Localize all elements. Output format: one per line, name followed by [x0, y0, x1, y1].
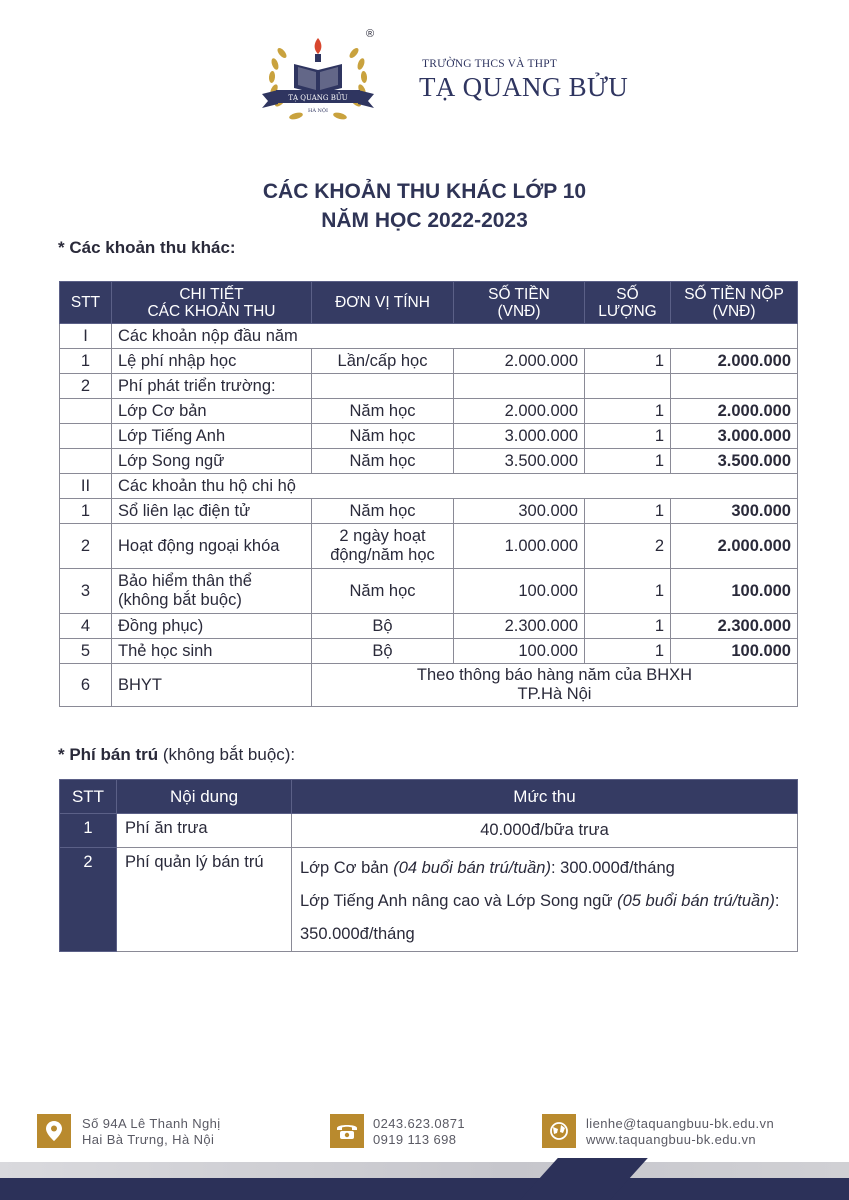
row-unit-line1: 2 ngày hoạt	[339, 527, 426, 545]
row-stt: 1	[60, 349, 112, 374]
table-row	[60, 449, 798, 474]
row-total: 3.500.000	[671, 449, 798, 474]
section-boarding-fee-rest: (không bắt buộc):	[158, 745, 296, 764]
address-line1: Số 94A Lê Thanh Nghị	[82, 1116, 221, 1131]
row-amount: 3.500.000	[454, 449, 585, 474]
row-qty	[585, 374, 671, 399]
section-boarding-fee-bold: * Phí bán trú	[58, 745, 159, 764]
header-stt: STT	[60, 780, 117, 814]
rate-basic-amount: : 300.000đ/tháng	[550, 859, 675, 877]
group-label: Các khoản nộp đầu năm	[112, 324, 798, 349]
row-content: Phí ăn trưa	[117, 814, 292, 848]
row-stt	[60, 424, 112, 449]
rate-basic-sessions: (04 buổi bán trú/tuần)	[388, 859, 551, 877]
row-stt: 3	[60, 569, 112, 614]
row-stt	[60, 399, 112, 424]
row-total: 100.000	[671, 569, 798, 614]
table-row	[60, 614, 798, 639]
rate-basic-class: Lớp Cơ bản	[300, 859, 389, 877]
school-name-line1: TRƯỜNG THCS VÀ THPT	[422, 58, 558, 70]
row-amount: 2.000.000	[454, 399, 585, 424]
row-qty: 2	[585, 524, 671, 569]
group-label: Các khoản thu hộ chi hộ	[112, 474, 798, 499]
row-stt: 1	[60, 814, 117, 848]
row-amount: 300.000	[454, 499, 585, 524]
row-total	[671, 374, 798, 399]
row-stt: 2	[60, 524, 112, 569]
table-header-row	[60, 780, 798, 814]
row-name: Thẻ học sinh	[112, 639, 312, 664]
globe-icon	[542, 1114, 576, 1148]
row-unit: Năm học	[312, 449, 454, 474]
other-fees-table	[59, 281, 798, 707]
row-amount	[454, 374, 585, 399]
table-row	[60, 569, 798, 614]
row-total: 100.000	[671, 639, 798, 664]
row-rate: 40.000đ/bữa trưa	[292, 814, 798, 848]
row-qty: 1	[585, 449, 671, 474]
row-name: Lớp Tiếng Anh	[112, 424, 312, 449]
section-other-fees-text: * Các khoản thu khác:	[58, 238, 236, 257]
row-name: Lớp Song ngữ	[112, 449, 312, 474]
contact-website[interactable]: www.taquangbuu-bk.edu.vn	[586, 1132, 757, 1147]
section-boarding-fee-label	[58, 745, 295, 765]
header-detail	[112, 282, 312, 324]
table-row	[60, 848, 798, 952]
contact-email[interactable]: lienhe@taquangbuu-bk.edu.vn	[586, 1116, 775, 1131]
row-name-line2: (không bắt buộc)	[118, 591, 242, 609]
row-unit: Năm học	[312, 569, 454, 614]
row-unit: Năm học	[312, 499, 454, 524]
header-stt: STT	[60, 282, 112, 324]
row-qty: 1	[585, 499, 671, 524]
header-total-line1: SỐ TIỀN NỘP	[684, 285, 784, 303]
row-name: Phí phát triển trường:	[112, 374, 312, 399]
footer	[0, 1100, 849, 1200]
row-qty: 1	[585, 639, 671, 664]
row-unit-line2: động/năm học	[330, 546, 435, 564]
table-group-row	[60, 324, 798, 349]
document-title-line2: NĂM HỌC 2022-2023	[321, 209, 528, 232]
footer-band-navy	[0, 1178, 849, 1200]
header-qty-line1: SỐ	[616, 285, 639, 303]
row-stt: 5	[60, 639, 112, 664]
rate-advanced-class: Lớp Tiếng Anh nâng cao và Lớp Song ngữ	[300, 892, 613, 910]
row-rate	[292, 848, 798, 952]
table-row	[60, 664, 798, 707]
table-row	[60, 424, 798, 449]
row-total: 2.000.000	[671, 349, 798, 374]
table-row	[60, 639, 798, 664]
row-amount: 100.000	[454, 569, 585, 614]
header-qty	[585, 282, 671, 324]
row-qty: 1	[585, 349, 671, 374]
header	[0, 28, 849, 128]
phone-icon	[330, 1114, 364, 1148]
row-total: 300.000	[671, 499, 798, 524]
row-total: 3.000.000	[671, 424, 798, 449]
row-stt: 2	[60, 848, 117, 952]
header-amount-line1: SỐ TIỀN	[488, 285, 550, 303]
row-total: 2.000.000	[671, 524, 798, 569]
row-name: BHYT	[112, 664, 312, 707]
table-header-row	[60, 282, 798, 324]
row-amount: 3.000.000	[454, 424, 585, 449]
row-note	[312, 664, 798, 707]
header-content: Nội dung	[117, 780, 292, 814]
row-amount: 2.000.000	[454, 349, 585, 374]
row-stt: 2	[60, 374, 112, 399]
footer-contact	[586, 1116, 774, 1148]
row-unit: Năm học	[312, 399, 454, 424]
row-amount: 2.300.000	[454, 614, 585, 639]
row-amount: 1.000.000	[454, 524, 585, 569]
header-amount	[454, 282, 585, 324]
row-unit: Bộ	[312, 639, 454, 664]
row-name: Lớp Cơ bản	[112, 399, 312, 424]
row-qty: 1	[585, 569, 671, 614]
row-unit	[312, 524, 454, 569]
header-unit: ĐƠN VỊ TÍNH	[312, 282, 454, 324]
school-name-line2: TẠ QUANG BỬU	[419, 72, 629, 102]
header-detail-line1: CHI TIẾT	[179, 285, 244, 303]
row-amount: 100.000	[454, 639, 585, 664]
row-unit: Năm học	[312, 424, 454, 449]
header-qty-line2: LƯỢNG	[598, 302, 657, 320]
row-name	[112, 569, 312, 614]
document-title-line1: CÁC KHOẢN THU KHÁC LỚP 10	[262, 180, 587, 203]
rate-advanced-sessions: (05 buổi bán trú/tuần)	[612, 892, 775, 910]
row-name: Lệ phí nhập học	[112, 349, 312, 374]
table-group-row	[60, 474, 798, 499]
location-icon	[37, 1114, 71, 1148]
school-logo-emblem	[258, 32, 378, 124]
row-stt: 6	[60, 664, 112, 707]
row-name-line1: Bảo hiểm thân thể	[118, 572, 252, 590]
footer-address	[82, 1116, 221, 1148]
row-name: Hoạt động ngoại khóa	[112, 524, 312, 569]
header-total	[671, 282, 798, 324]
registered-mark: ®	[366, 28, 375, 40]
row-stt	[60, 449, 112, 474]
group-stt: II	[60, 474, 112, 499]
header-amount-line2: (VNĐ)	[497, 302, 541, 320]
group-stt: I	[60, 324, 112, 349]
address-line2: Hai Bà Trưng, Hà Nội	[82, 1132, 215, 1147]
footer-phone	[373, 1116, 465, 1148]
header-total-line2: (VNĐ)	[712, 302, 756, 320]
table-row	[60, 524, 798, 569]
row-note-line1: Theo thông báo hàng năm của BHXH	[416, 666, 693, 684]
logo-city-text: HÀ NỘI	[307, 108, 329, 114]
table-row	[60, 814, 798, 848]
row-total: 2.300.000	[671, 614, 798, 639]
table-row	[60, 374, 798, 399]
phone-line1: 0243.623.0871	[373, 1116, 465, 1131]
row-qty: 1	[585, 424, 671, 449]
table-row	[60, 349, 798, 374]
phone-line2: 0919 113 698	[373, 1132, 457, 1147]
rate-advanced-amount: : 350.000đ/tháng	[300, 892, 780, 943]
header-rate: Mức thu	[292, 780, 798, 814]
row-unit: Lần/cấp học	[312, 349, 454, 374]
row-qty: 1	[585, 399, 671, 424]
row-content: Phí quản lý bán trú	[117, 848, 292, 952]
boarding-fee-table	[59, 779, 798, 952]
row-total: 2.000.000	[671, 399, 798, 424]
row-name: Đồng phục)	[112, 614, 312, 639]
row-note-line2: TP.Hà Nội	[517, 685, 592, 703]
section-other-fees-label	[58, 238, 236, 258]
table-row	[60, 399, 798, 424]
table-row	[60, 499, 798, 524]
logo-ribbon-text: TẠ QUANG BỬU	[288, 94, 348, 102]
row-stt: 4	[60, 614, 112, 639]
header-detail-line2: CÁC KHOẢN THU	[147, 302, 276, 320]
row-name: Sổ liên lạc điện tử	[112, 499, 312, 524]
row-unit: Bộ	[312, 614, 454, 639]
row-unit	[312, 374, 454, 399]
row-stt: 1	[60, 499, 112, 524]
row-qty: 1	[585, 614, 671, 639]
